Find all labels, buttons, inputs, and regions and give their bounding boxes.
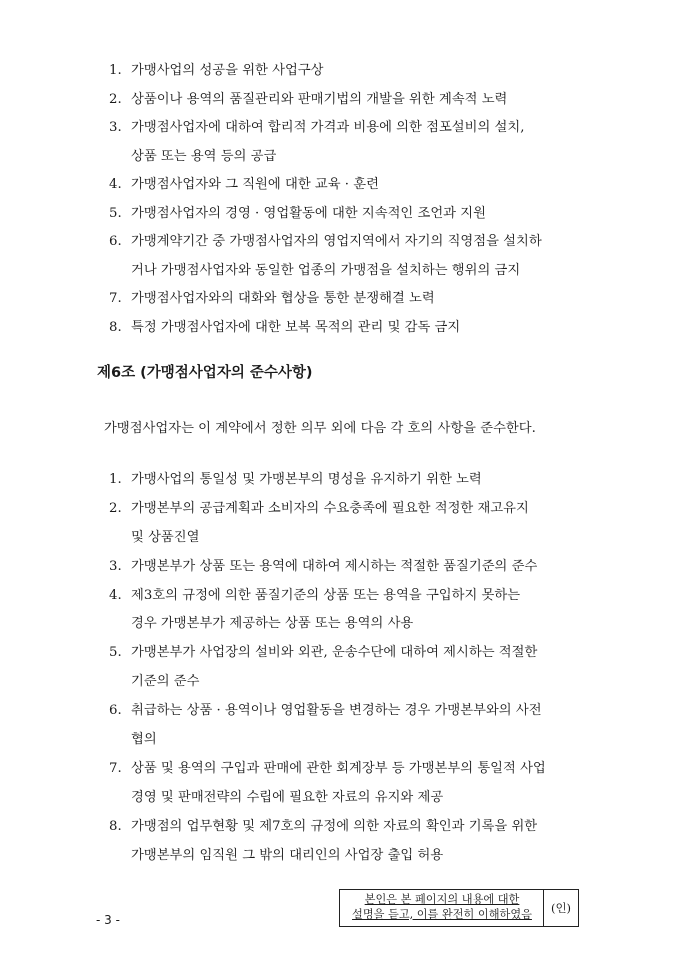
list-item — [0, 114, 680, 171]
list-item-text: 가맹점사업자의 경영 · 영업활동에 대한 지속적인 조언과 지원 — [131, 205, 486, 221]
list-item — [0, 582, 680, 640]
list-item-text: 경우 가맹본부가 제공하는 상품 또는 용역의 사용 — [131, 616, 414, 632]
list-item-text: 특정 가맹점사업자에 대한 보복 목적의 관리 및 감독 금지 — [131, 319, 461, 335]
list-item — [0, 57, 680, 86]
obligation-list-franchisee — [0, 466, 680, 871]
list-item — [0, 285, 680, 314]
list-item-text: 가맹점사업자와의 대화와 협상을 통한 분쟁해결 노력 — [131, 291, 435, 306]
confirmation-line-1: 본인은 본 페이지의 내용에 대한 — [364, 893, 520, 906]
list-item-text: 가맹점사업자와 그 직원에 대한 교육 · 훈련 — [131, 177, 379, 192]
list-item — [0, 697, 680, 755]
confirmation-text — [344, 893, 540, 922]
list-item — [0, 200, 680, 229]
list-item-text: 및 상품진열 — [131, 529, 200, 545]
list-item — [0, 86, 680, 115]
list-item — [0, 755, 680, 813]
list-item — [0, 171, 680, 200]
list-item-text: 가맹본부가 상품 또는 용역에 대하여 제시하는 적절한 품질기준의 준수 — [131, 558, 538, 574]
list-item-text: 취급하는 상품 · 용역이나 영업활동을 변경하는 경우 가맹본부와의 사전 — [131, 703, 542, 719]
seal-field[interactable]: (인) — [550, 901, 572, 915]
list-item-number: 8. — [109, 818, 122, 834]
list-item-number: 4. — [109, 177, 122, 192]
list-item-text: 경영 및 판매전략의 수립에 필요한 자료의 유지와 제공 — [131, 789, 444, 805]
list-item — [0, 553, 680, 582]
list-item-number: 2. — [109, 91, 122, 107]
confirmation-line-2: 설명을 듣고, 이를 완전히 이해하였음 — [352, 907, 532, 921]
list-item-number: 7. — [109, 760, 122, 776]
section-intro: 가맹점사업자는 이 계약에서 정한 의무 외에 다음 각 호의 사항을 준수한다. — [104, 421, 536, 436]
list-item-text: 가맹본부의 공급계획과 소비자의 수요충족에 필요한 적정한 재고유지 — [131, 500, 529, 516]
obligation-list-franchisor — [0, 57, 680, 342]
list-item-text: 거나 가맹점사업자와 동일한 업종의 가맹점을 설치하는 행위의 금지 — [131, 262, 521, 278]
list-item-number: 2. — [109, 500, 122, 516]
list-item-text: 상품 또는 용역 등의 공급 — [131, 148, 277, 164]
list-item — [0, 314, 680, 343]
list-item-text: 가맹점사업자에 대하여 합리적 가격과 비용에 의한 점포설비의 설치, — [131, 120, 525, 135]
list-item-number: 1. — [109, 63, 122, 78]
list-item-number: 3. — [109, 558, 122, 574]
list-item-number: 3. — [109, 120, 122, 135]
list-item — [0, 495, 680, 553]
list-item — [0, 813, 680, 871]
list-item-number: 8. — [109, 319, 122, 335]
list-item-text: 협의 — [131, 732, 157, 748]
list-item-text: 제3호의 규정에 의한 품질기준의 상품 또는 용역을 구입하지 못하는 — [131, 587, 521, 603]
section-heading: 제6조 (가맹점사업자의 준수사항) — [97, 365, 313, 381]
confirmation-divider — [543, 890, 544, 926]
list-item-text: 기준의 준수 — [131, 674, 200, 690]
list-item-number: 7. — [109, 291, 122, 306]
list-item-text: 상품이나 용역의 품질관리와 판매기법의 개발을 위한 계속적 노력 — [131, 91, 508, 107]
list-item-text: 가맹점의 업무현황 및 제7호의 규정에 의한 자료의 확인과 기록을 위한 — [131, 818, 538, 834]
list-item — [0, 639, 680, 697]
list-item-text: 가맹사업의 성공을 위한 사업구상 — [131, 63, 324, 78]
list-item-number: 1. — [109, 472, 122, 487]
list-item-number: 5. — [109, 205, 122, 221]
list-item-number: 4. — [109, 587, 122, 603]
list-item-text: 가맹본부의 임직원 그 밖의 대리인의 사업장 출입 허용 — [131, 847, 444, 863]
list-item-text: 가맹계약기간 중 가맹점사업자의 영업지역에서 자기의 직영점을 설치하 — [131, 234, 542, 249]
confirmation-box — [339, 889, 579, 927]
list-item-text: 가맹사업의 통일성 및 가맹본부의 명성을 유지하기 위한 노력 — [131, 472, 482, 487]
list-item-text: 상품 및 용역의 구입과 판매에 관한 회계장부 등 가맹본부의 통일적 사업 — [131, 760, 546, 776]
list-item-number: 6. — [109, 703, 122, 719]
list-item — [0, 228, 680, 285]
list-item-number: 5. — [109, 645, 122, 661]
list-item — [0, 466, 680, 495]
page-number: - 3 - — [96, 913, 120, 927]
list-item-text: 가맹본부가 사업장의 설비와 외관, 운송수단에 대하여 제시하는 적절한 — [131, 645, 538, 661]
list-item-number: 6. — [109, 234, 122, 249]
